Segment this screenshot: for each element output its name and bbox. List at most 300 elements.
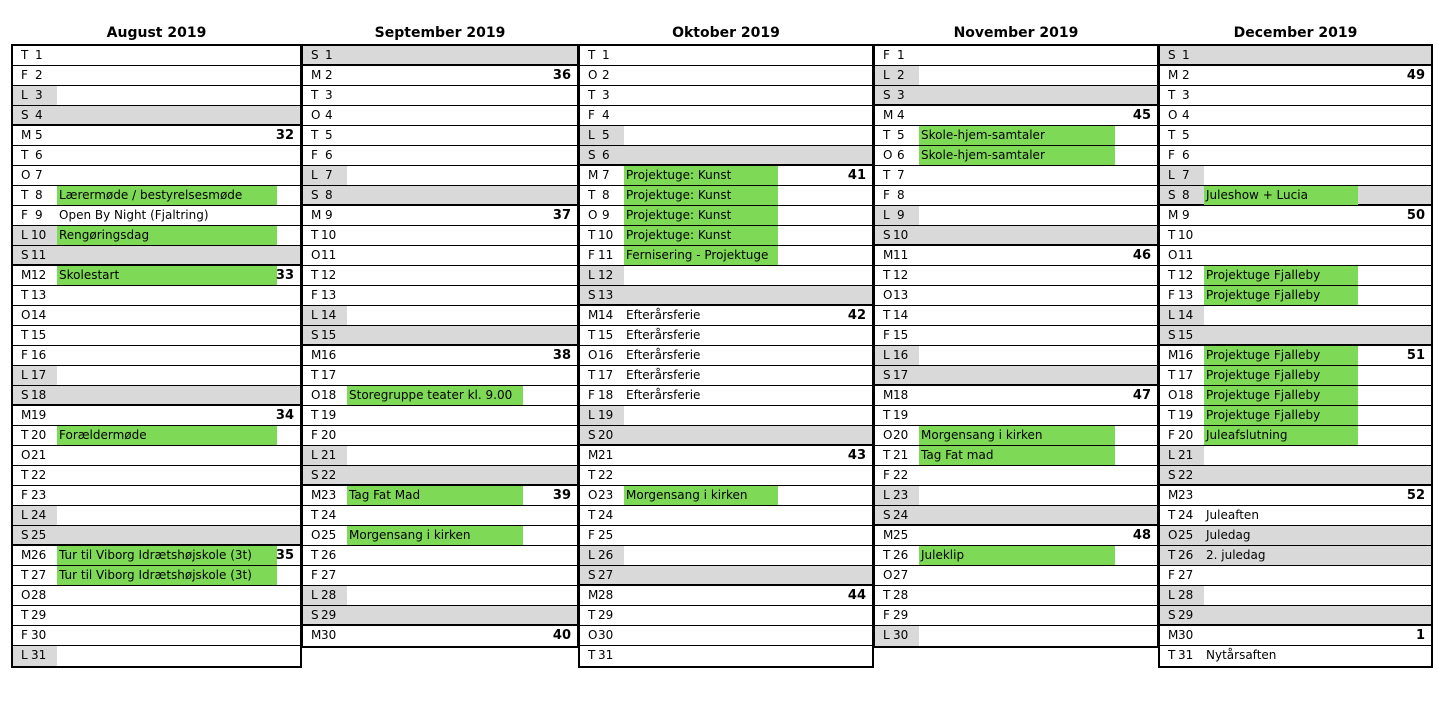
weekday-letter: O: [588, 68, 598, 82]
day-row: [580, 206, 872, 226]
day-row: [13, 566, 300, 586]
day-row: [303, 66, 577, 86]
weekday-letter: L: [883, 68, 890, 82]
week-number: 1: [1415, 628, 1425, 643]
weekday-letter: L: [883, 348, 890, 362]
event-highlight: Tag Fat mad: [919, 446, 1115, 465]
day-row: [13, 506, 300, 526]
day-number: 25: [321, 528, 337, 542]
day-row: [875, 306, 1157, 326]
day-number: 7: [35, 168, 43, 182]
day-number: 14: [893, 308, 909, 322]
weekend-shade: [1160, 606, 1431, 624]
day-number: 5: [325, 128, 333, 142]
day-number: 8: [1182, 188, 1190, 202]
day-row: [875, 586, 1157, 606]
month-days: [1158, 44, 1433, 668]
month-column: [1158, 22, 1433, 668]
day-row: [580, 146, 872, 166]
weekday-letter: F: [883, 188, 890, 202]
weekday-letter: L: [588, 548, 595, 562]
day-row: [303, 206, 577, 226]
weekend-shade: [303, 466, 577, 484]
weekday-letter: T: [883, 448, 891, 462]
weekday-letter: L: [1168, 448, 1175, 462]
day-number: 24: [31, 508, 47, 522]
day-row: [13, 466, 300, 486]
day-number: 20: [321, 428, 337, 442]
weekday-letter: S: [588, 568, 596, 582]
month-days: [873, 44, 1159, 648]
event-highlight: Projektuge: Kunst: [624, 226, 778, 245]
day-number: 19: [31, 408, 47, 422]
weekday-letter: L: [1168, 308, 1175, 322]
day-row: [580, 606, 872, 626]
day-row: [1160, 606, 1431, 626]
day-row: [1160, 206, 1431, 226]
weekday-letter: T: [21, 48, 29, 62]
weekday-letter: M: [311, 488, 322, 502]
weekday-letter: T: [311, 408, 319, 422]
event-highlight: Projektuge: Kunst: [624, 206, 778, 225]
day-row: [580, 486, 872, 506]
weekday-letter: L: [883, 208, 890, 222]
day-row: [13, 546, 300, 566]
day-row: [875, 46, 1157, 66]
day-number: 3: [325, 88, 333, 102]
weekday-letter: T: [21, 568, 29, 582]
week-number: 52: [1406, 488, 1425, 503]
day-row: [580, 646, 872, 666]
day-row: [13, 186, 300, 206]
event-highlight: Juleshow + Lucia: [1204, 186, 1358, 205]
event-text: 2. juledag: [1206, 548, 1266, 562]
weekday-letter: S: [588, 288, 596, 302]
day-row: [1160, 146, 1431, 166]
day-row: [875, 606, 1157, 626]
weekday-letter: M: [1168, 68, 1179, 82]
day-number: 17: [321, 368, 337, 382]
weekday-letter: L: [588, 268, 595, 282]
day-number: 11: [31, 248, 47, 262]
day-number: 3: [897, 88, 905, 102]
day-number: 15: [31, 328, 47, 342]
day-row: [580, 306, 872, 326]
weekday-letter: F: [883, 608, 890, 622]
weekend-shade: [13, 246, 300, 264]
day-row: [13, 306, 300, 326]
weekend-shade: [303, 606, 577, 624]
weekend-shade: [1160, 466, 1431, 484]
event-highlight: Projektuge Fjalleby: [1204, 346, 1358, 365]
weekday-letter: S: [311, 48, 319, 62]
day-row: [13, 526, 300, 546]
day-number: 18: [31, 388, 47, 402]
day-number: 18: [893, 388, 909, 402]
weekend-shade: [875, 506, 1157, 524]
weekend-shade: [13, 526, 300, 544]
event-highlight: Skole-hjem-samtaler: [919, 146, 1115, 165]
day-row: [303, 426, 577, 446]
weekday-letter: S: [883, 508, 891, 522]
weekday-letter: T: [588, 328, 596, 342]
event-highlight: Skole-hjem-samtaler: [919, 126, 1115, 145]
day-number: 16: [1178, 348, 1194, 362]
day-row: [303, 186, 577, 206]
event-highlight: Projektuge Fjalleby: [1204, 366, 1358, 385]
weekday-letter: M: [1168, 488, 1179, 502]
day-number: 23: [1178, 488, 1194, 502]
weekday-letter: T: [588, 188, 596, 202]
day-row: [875, 446, 1157, 466]
weekday-letter: F: [588, 388, 595, 402]
month-title: Oktober 2019: [672, 25, 780, 41]
day-number: 29: [1178, 608, 1194, 622]
month-days: [301, 44, 579, 648]
weekday-letter: L: [21, 228, 28, 242]
weekday-letter: F: [588, 248, 595, 262]
day-row: [580, 406, 872, 426]
day-number: 1: [897, 48, 905, 62]
weekday-letter: M: [588, 308, 599, 322]
day-row: [1160, 546, 1431, 566]
day-number: 2: [1182, 68, 1190, 82]
day-number: 24: [598, 508, 614, 522]
weekday-letter: T: [1168, 228, 1176, 242]
event-highlight: Fernisering - Projektuge: [624, 246, 778, 265]
week-number: 36: [552, 68, 571, 83]
day-number: 14: [1178, 308, 1194, 322]
weekday-letter: O: [588, 208, 598, 222]
weekday-letter: O: [883, 428, 893, 442]
weekend-shade: [303, 46, 577, 64]
event-highlight: Morgensang i kirken: [347, 526, 523, 545]
weekday-letter: O: [588, 488, 598, 502]
day-number: 25: [1178, 528, 1194, 542]
weekday-letter: S: [1168, 608, 1176, 622]
day-row: [580, 226, 872, 246]
day-number: 23: [321, 488, 337, 502]
event-highlight: Juleklip: [919, 546, 1115, 565]
day-number: 21: [1178, 448, 1194, 462]
day-number: 2: [602, 68, 610, 82]
day-row: [303, 226, 577, 246]
weekday-letter: T: [311, 368, 319, 382]
event-highlight: Tur til Viborg Idrætshøjskole (3t): [57, 566, 277, 585]
week-number: 43: [847, 448, 866, 463]
day-row: [875, 286, 1157, 306]
day-row: [1160, 466, 1431, 486]
day-row: [13, 646, 300, 666]
day-number: 18: [598, 388, 614, 402]
weekend-shade: [580, 426, 872, 444]
weekday-letter: T: [883, 308, 891, 322]
week-number: 39: [552, 488, 571, 503]
day-number: 14: [598, 308, 614, 322]
day-number: 22: [893, 468, 909, 482]
day-number: 8: [897, 188, 905, 202]
day-row: [580, 326, 872, 346]
day-number: 24: [321, 508, 337, 522]
month-column: [11, 22, 302, 668]
day-number: 16: [893, 348, 909, 362]
week-number: 46: [1132, 248, 1151, 263]
day-row: [875, 186, 1157, 206]
weekday-letter: F: [311, 288, 318, 302]
weekday-letter: L: [21, 508, 28, 522]
day-row: [875, 326, 1157, 346]
weekend-shade: [303, 186, 577, 204]
weekday-letter: S: [311, 328, 319, 342]
week-number: 32: [275, 128, 294, 143]
weekday-letter: T: [1168, 648, 1176, 662]
day-row: [1160, 246, 1431, 266]
event-text: Efterårsferie: [626, 328, 701, 342]
weekday-letter: M: [311, 348, 322, 362]
week-number: 41: [847, 168, 866, 183]
day-row: [875, 546, 1157, 566]
weekday-letter: F: [311, 148, 318, 162]
weekday-letter: T: [21, 608, 29, 622]
day-row: [303, 346, 577, 366]
day-number: 26: [31, 548, 47, 562]
day-row: [303, 446, 577, 466]
week-number: 42: [847, 308, 866, 323]
week-number: 51: [1406, 348, 1425, 363]
weekday-letter: M: [883, 528, 894, 542]
day-number: 15: [1178, 328, 1194, 342]
day-number: 11: [321, 248, 337, 262]
event-highlight: Tag Fat Mad: [347, 486, 523, 505]
day-row: [13, 66, 300, 86]
day-row: [875, 126, 1157, 146]
weekday-letter: O: [1168, 248, 1178, 262]
weekday-letter: L: [311, 308, 318, 322]
day-number: 9: [35, 208, 43, 222]
day-row: [875, 226, 1157, 246]
weekday-letter: T: [1168, 128, 1176, 142]
day-row: [580, 506, 872, 526]
day-number: 31: [1178, 648, 1194, 662]
day-number: 16: [598, 348, 614, 362]
weekday-letter: S: [883, 88, 891, 102]
day-number: 23: [598, 488, 614, 502]
day-row: [303, 546, 577, 566]
weekday-letter: F: [883, 468, 890, 482]
day-number: 15: [321, 328, 337, 342]
week-number: 47: [1132, 388, 1151, 403]
weekday-letter: T: [883, 588, 891, 602]
weekend-shade: [875, 86, 1157, 104]
day-number: 2: [325, 68, 333, 82]
day-number: 18: [1178, 388, 1194, 402]
day-row: [1160, 106, 1431, 126]
day-number: 10: [31, 228, 47, 242]
weekday-letter: O: [1168, 528, 1178, 542]
holiday-shade: [1160, 526, 1431, 545]
weekday-letter: T: [1168, 368, 1176, 382]
week-number: 35: [275, 548, 294, 563]
day-number: 28: [1178, 588, 1194, 602]
day-row: [875, 426, 1157, 446]
day-number: 20: [31, 428, 47, 442]
day-row: [875, 266, 1157, 286]
day-row: [303, 386, 577, 406]
weekday-letter: L: [1168, 588, 1175, 602]
day-row: [580, 86, 872, 106]
day-number: 30: [1178, 628, 1194, 642]
day-row: [1160, 86, 1431, 106]
holiday-shade: [1160, 546, 1431, 565]
day-row: [580, 106, 872, 126]
day-row: [303, 406, 577, 426]
event-text: Efterårsferie: [626, 368, 701, 382]
day-row: [875, 486, 1157, 506]
event-highlight: Skolestart: [57, 266, 277, 285]
day-row: [875, 106, 1157, 126]
day-number: 4: [602, 108, 610, 122]
weekday-letter: O: [311, 388, 321, 402]
day-number: 4: [1182, 108, 1190, 122]
day-row: [13, 106, 300, 126]
day-number: 31: [31, 648, 47, 662]
day-number: 15: [598, 328, 614, 342]
day-number: 7: [602, 168, 610, 182]
day-number: 6: [325, 148, 333, 162]
weekday-letter: S: [883, 228, 891, 242]
day-row: [1160, 266, 1431, 286]
day-number: 6: [897, 148, 905, 162]
weekday-letter: T: [21, 428, 29, 442]
event-highlight: Lærermøde / bestyrelsesmøde: [57, 186, 277, 205]
day-row: [875, 526, 1157, 546]
day-row: [580, 46, 872, 66]
day-number: 14: [321, 308, 337, 322]
weekend-shade: [580, 146, 872, 164]
day-number: 11: [598, 248, 614, 262]
day-row: [580, 546, 872, 566]
weekday-letter: T: [311, 268, 319, 282]
weekday-letter: T: [311, 88, 319, 102]
week-number: 37: [552, 208, 571, 223]
day-number: 13: [1178, 288, 1194, 302]
month-column: [301, 22, 579, 648]
day-row: [580, 126, 872, 146]
day-number: 4: [897, 108, 905, 122]
event-highlight: Tur til Viborg Idrætshøjskole (3t): [57, 546, 277, 565]
event-highlight: Juleafslutning: [1204, 426, 1358, 445]
weekday-letter: T: [883, 408, 891, 422]
weekday-letter: S: [21, 248, 29, 262]
day-row: [1160, 166, 1431, 186]
day-row: [13, 146, 300, 166]
day-row: [580, 466, 872, 486]
day-number: 3: [1182, 88, 1190, 102]
day-number: 26: [893, 548, 909, 562]
day-number: 30: [598, 628, 614, 642]
event-highlight: Morgensang i kirken: [624, 486, 778, 505]
weekday-letter: S: [21, 528, 29, 542]
day-row: [875, 246, 1157, 266]
event-text: Efterårsferie: [626, 388, 701, 402]
weekday-letter: F: [1168, 568, 1175, 582]
day-row: [303, 166, 577, 186]
day-number: 28: [31, 588, 47, 602]
day-row: [580, 566, 872, 586]
day-row: [1160, 406, 1431, 426]
day-number: 9: [325, 208, 333, 222]
day-number: 9: [897, 208, 905, 222]
weekday-letter: O: [311, 248, 321, 262]
day-row: [875, 86, 1157, 106]
day-number: 13: [31, 288, 47, 302]
weekday-letter: S: [1168, 48, 1176, 62]
weekday-letter: O: [311, 108, 321, 122]
day-number: 5: [897, 128, 905, 142]
day-number: 28: [321, 588, 337, 602]
day-number: 30: [321, 628, 337, 642]
day-row: [303, 566, 577, 586]
event-text: Juleaften: [1206, 508, 1259, 522]
day-number: 1: [35, 48, 43, 62]
day-number: 31: [598, 648, 614, 662]
day-number: 4: [35, 108, 43, 122]
weekday-letter: T: [21, 188, 29, 202]
event-highlight: Projektuge Fjalleby: [1204, 386, 1358, 405]
weekday-letter: T: [883, 548, 891, 562]
day-row: [580, 286, 872, 306]
day-row: [1160, 186, 1431, 206]
day-row: [13, 606, 300, 626]
day-row: [875, 66, 1157, 86]
weekday-letter: T: [311, 508, 319, 522]
day-number: 12: [31, 268, 47, 282]
day-number: 12: [321, 268, 337, 282]
event-highlight: Projektuge Fjalleby: [1204, 406, 1358, 425]
week-number: 44: [847, 588, 866, 603]
weekday-letter: M: [588, 168, 599, 182]
weekday-letter: T: [588, 88, 596, 102]
day-number: 26: [1178, 548, 1194, 562]
month-days: [11, 44, 302, 668]
weekday-letter: T: [311, 548, 319, 562]
day-number: 17: [598, 368, 614, 382]
day-number: 10: [1178, 228, 1194, 242]
day-row: [303, 506, 577, 526]
weekday-letter: T: [1168, 408, 1176, 422]
day-row: [580, 166, 872, 186]
day-number: 6: [1182, 148, 1190, 162]
day-number: 10: [598, 228, 614, 242]
day-row: [1160, 506, 1431, 526]
day-row: [1160, 306, 1431, 326]
weekday-letter: T: [588, 468, 596, 482]
day-row: [875, 346, 1157, 366]
weekday-letter: S: [1168, 468, 1176, 482]
day-row: [875, 506, 1157, 526]
day-row: [303, 306, 577, 326]
weekday-letter: L: [588, 408, 595, 422]
weekday-letter: F: [311, 428, 318, 442]
weekend-shade: [875, 366, 1157, 384]
weekday-letter: F: [21, 348, 28, 362]
day-row: [580, 586, 872, 606]
weekday-letter: M: [21, 408, 32, 422]
weekday-letter: F: [311, 568, 318, 582]
day-number: 2: [35, 68, 43, 82]
weekday-letter: M: [311, 68, 322, 82]
event-text: Efterårsferie: [626, 348, 701, 362]
